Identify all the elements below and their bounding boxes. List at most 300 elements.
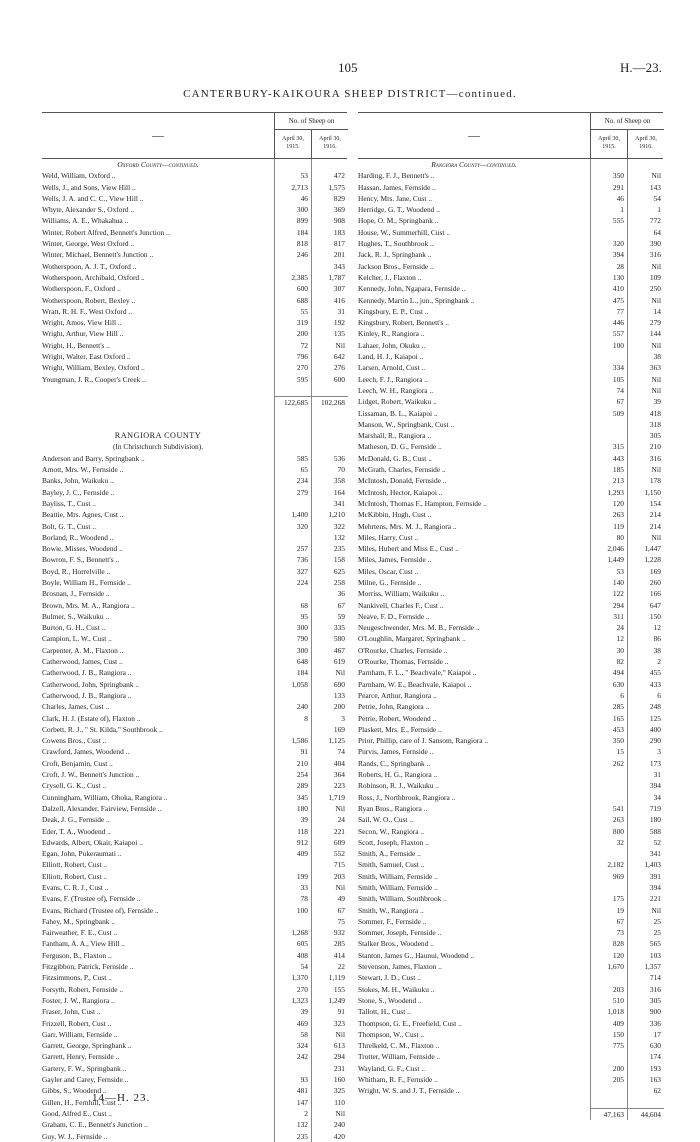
- row-1916: 24: [311, 814, 348, 825]
- row-1915: 289: [274, 780, 311, 791]
- row-1915: [274, 498, 311, 509]
- table-row: [42, 521, 347, 532]
- table-row: [358, 735, 663, 746]
- row-1916: Nil: [311, 882, 348, 893]
- row-1915: 147: [274, 1097, 311, 1108]
- table-row: [358, 261, 663, 272]
- table-row: [42, 746, 347, 757]
- row-1916: 67: [311, 905, 348, 916]
- row-1916: 630: [627, 1040, 664, 1051]
- row-1916: 829: [311, 193, 348, 204]
- row-1915: 1,370: [274, 972, 311, 983]
- row-1915: 254: [274, 769, 311, 780]
- row-name: Lissaman, B. L., Kaiapoi ..: [358, 408, 438, 418]
- row-name: Smith, W., Rangiora ..: [358, 905, 424, 915]
- row-name: Egan, John, Pukeraumati ..: [42, 849, 122, 859]
- row-1916: 1,125: [311, 735, 348, 746]
- row-1915: 263: [590, 814, 627, 825]
- table-row: [42, 633, 347, 644]
- row-1916: 25: [627, 916, 664, 927]
- row-1916: 231: [311, 1063, 348, 1074]
- table-row: [42, 204, 347, 215]
- row-1915: 350: [590, 735, 627, 746]
- row-1915: 557: [590, 328, 627, 339]
- table-row: [42, 328, 347, 339]
- row-name: Petrie, Robert, Woodend ..: [358, 713, 437, 723]
- row-name: Graham, C. E., Bennett's Junction ..: [42, 1120, 148, 1130]
- row-name: Harding, F. J., Bennett's ..: [358, 171, 435, 181]
- row-1915: 585: [274, 453, 311, 464]
- row-name: Miles, Oscar, Cust ..: [358, 566, 419, 576]
- row-1916: 221: [627, 893, 664, 904]
- row-name: Larsen, Arnold, Cust ..: [358, 363, 426, 373]
- row-1915: 200: [274, 328, 311, 339]
- table-row: [42, 317, 347, 328]
- row-1915: 234: [274, 475, 311, 486]
- row-name: [42, 385, 274, 396]
- table-row: [42, 814, 347, 825]
- row-1916: 420: [311, 1131, 348, 1142]
- row-name: Smith, William, Fernside ..: [358, 871, 438, 881]
- row-1915: 185: [590, 464, 627, 475]
- row-name: Winter, Michael, Bennett's Junction ..: [42, 250, 154, 260]
- row-name: Wotherspoon, A. J. T., Oxford ..: [42, 261, 137, 271]
- row-name: Kennedy, Martin L., jun., Springbank ..: [358, 295, 475, 305]
- table-row: [358, 1040, 663, 1051]
- row-1916: 341: [627, 848, 664, 859]
- row-1915: [274, 419, 311, 430]
- row-name: Youngman, J. R., Cooper's Creek ..: [42, 374, 146, 384]
- row-1916: 323: [311, 1018, 348, 1029]
- table-row: [358, 769, 663, 780]
- row-name: [358, 1108, 590, 1120]
- row-1915: 1,323: [274, 995, 311, 1006]
- row-1915: 28: [590, 261, 627, 272]
- row-1916: 1,150: [627, 487, 664, 498]
- row-1915: 790: [274, 633, 311, 644]
- table-row: [42, 249, 347, 260]
- table-row: [42, 713, 347, 724]
- row-name: Bulmer, S., Waikuku ..: [42, 611, 110, 621]
- table-row: [42, 374, 347, 385]
- table-row: [358, 1006, 663, 1017]
- row-1915: [274, 588, 311, 599]
- row-name: Miles, Harry, Cust ..: [358, 532, 419, 542]
- row-1916: 400: [627, 724, 664, 735]
- row-1915: 54: [274, 961, 311, 972]
- row-1916: 155: [311, 984, 348, 995]
- table-row: [42, 193, 347, 204]
- table-row: [358, 238, 663, 249]
- row-1915: 240: [274, 701, 311, 712]
- row-name: Kingsbury, Robert, Bennett's ..: [358, 318, 449, 328]
- row-name: Wright, H., Bennett's ..: [42, 340, 110, 350]
- table-row: [358, 633, 663, 644]
- row-1915: 736: [274, 554, 311, 565]
- row-1915: 320: [274, 521, 311, 532]
- table-row: [358, 1097, 663, 1108]
- row-name: Cunningham, William, Ohoka, Rangiora ..: [42, 792, 168, 802]
- row-1916: 91: [311, 1006, 348, 1017]
- table-row: [42, 859, 347, 870]
- row-1916: 455: [627, 667, 664, 678]
- page-title: CANTERBURY-KAIKOURA SHEEP DISTRICT—continued.: [183, 88, 517, 100]
- table-row: [358, 667, 663, 678]
- row-1916: 6: [627, 690, 664, 701]
- row-name: Burton, G. H., Cust ..: [42, 623, 106, 633]
- row-1916: 240: [311, 1119, 348, 1130]
- row-name: Frizzell, Robert, Cust ..: [42, 1018, 112, 1028]
- row-1915: 1,018: [590, 1006, 627, 1017]
- row-1916: 390: [627, 238, 664, 249]
- row-1915: 475: [590, 295, 627, 306]
- row-name: Roberts, H. G., Rangiora ..: [358, 770, 438, 780]
- table-row: [42, 769, 347, 780]
- right-rows: [358, 159, 663, 1119]
- row-1916: 335: [311, 622, 348, 633]
- row-1916: 62: [627, 1085, 664, 1096]
- row-name: Crysell, G. K., Cust ..: [42, 781, 107, 791]
- row-1916: 110: [311, 1097, 348, 1108]
- row-name: Stanton, James G., Haunui, Woodend ..: [358, 950, 475, 960]
- row-name: Jack, R. J., Springbank ..: [358, 250, 432, 260]
- table-row: [358, 882, 663, 893]
- table-row: [358, 396, 663, 407]
- table-row: [358, 871, 663, 882]
- row-name: Kelcher, J., Flaxton ..: [358, 272, 422, 282]
- row-1915: 509: [590, 408, 627, 419]
- row-name: McKibbin, Hugh, Cust ..: [358, 510, 432, 520]
- row-1915: 688: [274, 295, 311, 306]
- table-row: [358, 306, 663, 317]
- table-row: [358, 227, 663, 238]
- row-name: Foster, J. W., Rangiora ..: [42, 995, 115, 1005]
- row-1915: 605: [274, 938, 311, 949]
- row-1916: 163: [627, 1074, 664, 1085]
- row-1916: 588: [627, 826, 664, 837]
- row-1915: 203: [590, 984, 627, 995]
- row-1915: 67: [590, 916, 627, 927]
- row-1916: [311, 441, 348, 452]
- row-1916: 201: [311, 249, 348, 260]
- row-1915: [590, 769, 627, 780]
- row-1916: 414: [311, 950, 348, 961]
- row-1916: 34: [627, 792, 664, 803]
- table-row: [42, 611, 347, 622]
- table-row: [358, 984, 663, 995]
- row-1915: 12: [590, 633, 627, 644]
- row-1916: 164: [311, 487, 348, 498]
- row-name: Garrett, Henry, Fernside ..: [42, 1052, 120, 1062]
- table-row: [358, 509, 663, 520]
- table-row: [358, 182, 663, 193]
- table-row: [42, 871, 347, 882]
- table-row: [42, 340, 347, 351]
- row-1916: 31: [311, 306, 348, 317]
- row-1915: 30: [590, 645, 627, 656]
- row-1915: 119: [590, 521, 627, 532]
- row-1915: 311: [590, 611, 627, 622]
- row-1916: 1,119: [311, 972, 348, 983]
- row-1916: 285: [311, 938, 348, 949]
- row-1916: Nil: [627, 905, 664, 916]
- header-col2: April 30, 1916.: [635, 136, 657, 150]
- header-group: No. of Sheep on: [275, 113, 348, 130]
- row-1916: 2: [627, 656, 664, 667]
- row-1915: 1,586: [274, 735, 311, 746]
- row-name: Forsyth, Robert, Fernside ..: [42, 984, 124, 994]
- row-1915: 1,449: [590, 554, 627, 565]
- row-1916: 235: [311, 543, 348, 554]
- row-1916: 772: [627, 215, 664, 226]
- row-1916: 316: [627, 453, 664, 464]
- row-1915: 324: [274, 1040, 311, 1051]
- row-name: Rangiora County—continued.: [431, 160, 517, 169]
- table-row: [358, 995, 663, 1006]
- table-row: [358, 453, 663, 464]
- row-1916: 166: [627, 588, 664, 599]
- table-row: [358, 159, 663, 170]
- table-row: [42, 972, 347, 983]
- table-row: [358, 249, 663, 260]
- table-row: [42, 283, 347, 294]
- row-1916: 70: [311, 464, 348, 475]
- row-1915: 1,268: [274, 927, 311, 938]
- row-1915: 2,385: [274, 272, 311, 283]
- row-1915: 67: [590, 396, 627, 407]
- table-row: [358, 543, 663, 554]
- row-1915: 800: [590, 826, 627, 837]
- row-1916: 600: [311, 374, 348, 385]
- row-1915: 39: [274, 1006, 311, 1017]
- row-name: Guy, W. J., Fernside ..: [42, 1131, 108, 1141]
- row-1915: 68: [274, 600, 311, 611]
- row-1916: 609: [311, 837, 348, 848]
- row-name: Croft, J. W., Bennett's Junction ..: [42, 770, 140, 780]
- row-name: Milne, G., Fernside ..: [358, 577, 422, 587]
- row-1916: 363: [627, 362, 664, 373]
- row-1916: 12: [627, 622, 664, 633]
- row-name: Trotter, William, Fernside ..: [358, 1052, 441, 1062]
- row-1916: 1,403: [627, 859, 664, 870]
- row-name: Fairweather, F. E., Cust ..: [42, 928, 118, 938]
- row-name: Gillen, H., Fernhill, Cust ..: [42, 1097, 122, 1107]
- row-1916: 307: [311, 283, 348, 294]
- row-name: Sommer, Joseph, Fernside ..: [358, 928, 442, 938]
- row-1915: 2: [274, 1108, 311, 1119]
- row-1915: 262: [590, 758, 627, 769]
- row-name: Fantham, A. A., View Hill ..: [42, 939, 125, 949]
- row-1916: Nil: [311, 667, 348, 678]
- row-1916: 150: [627, 611, 664, 622]
- row-1915: [590, 972, 627, 983]
- row-name: Stewart, J. D., Cust ..: [358, 973, 421, 983]
- row-name: Bayliss, T., Cust ..: [42, 498, 96, 508]
- row-name: Herridge, G. T., Woodend ..: [358, 205, 440, 215]
- table-row: [358, 215, 663, 226]
- row-1916: 1: [627, 204, 664, 215]
- row-1916: 14: [627, 306, 664, 317]
- row-1916: [311, 430, 348, 441]
- table-row: [42, 272, 347, 283]
- table-row: [358, 1074, 663, 1085]
- row-name: Stevenson, James, Flaxton ..: [358, 962, 442, 972]
- row-1916: 404: [311, 758, 348, 769]
- row-1915: [590, 227, 627, 238]
- row-name: Leech, F. J., Rangiora ..: [358, 374, 429, 384]
- row-1915: [274, 724, 311, 735]
- row-1915: 300: [274, 204, 311, 215]
- row-1916: 25: [627, 927, 664, 938]
- row-name: Parnham, F. L., " Beachvale," Kaiapoi ..: [358, 668, 477, 678]
- table-row: [358, 532, 663, 543]
- row-name: Fitzgibbon, Patrick, Fernside ..: [42, 962, 134, 972]
- row-1916: 214: [627, 509, 664, 520]
- table-row: [358, 374, 663, 385]
- row-1916: 221: [311, 826, 348, 837]
- row-1915: 443: [590, 453, 627, 464]
- row-1915: 140: [590, 577, 627, 588]
- row-1916: 260: [627, 577, 664, 588]
- row-name: Boyd, R., Horrelville ..: [42, 566, 111, 576]
- table-row: [358, 600, 663, 611]
- table-row: [358, 826, 663, 837]
- row-1915: 334: [590, 362, 627, 373]
- row-name: Carpenter, A. M., Flaxton ..: [42, 645, 124, 655]
- table-row: [42, 1040, 347, 1051]
- table-row: [42, 701, 347, 712]
- table-header: [358, 112, 663, 159]
- row-1915: 648: [274, 656, 311, 667]
- row-name: Pearce, Arthur, Rangiora ..: [358, 690, 437, 700]
- table-row: [358, 746, 663, 757]
- row-name: [42, 408, 274, 419]
- row-name: Threlkeld, C. M., Flaxton ..: [358, 1041, 440, 1051]
- row-1916: 358: [311, 475, 348, 486]
- row-name: RANGIORA COUNTY: [114, 431, 202, 441]
- row-name: Edwards, Albert, Okair, Kaiapoi ..: [42, 837, 143, 847]
- row-1915: 796: [274, 351, 311, 362]
- table-row: [42, 1085, 347, 1096]
- table-row: [42, 780, 347, 791]
- row-name: Hughes, T., Southbrook ..: [358, 239, 434, 249]
- table-row: [358, 622, 663, 633]
- table-row: [358, 577, 663, 588]
- table-row: [42, 938, 347, 949]
- row-1915: 481: [274, 1085, 311, 1096]
- table-row: [42, 1063, 347, 1074]
- row-1915: 205: [590, 1074, 627, 1085]
- row-1916: 36: [311, 588, 348, 599]
- row-name: Purvis, James, Fernside ..: [358, 747, 434, 757]
- table-row: [358, 475, 663, 486]
- row-1916: 86: [627, 633, 664, 644]
- table-row: [358, 1029, 663, 1040]
- row-name: Sommer, F., Fernside ..: [358, 916, 427, 926]
- row-1915: 2,046: [590, 543, 627, 554]
- row-name: Anderson and Barry, Springbank ..: [42, 453, 145, 463]
- row-1915: 200: [590, 1063, 627, 1074]
- row-name: Lahaer, John, Okuku ..: [358, 340, 426, 350]
- row-1916: Nil: [311, 1108, 348, 1119]
- table-row: [42, 543, 347, 554]
- row-1915: 409: [590, 1018, 627, 1029]
- row-1916: Nil: [311, 1029, 348, 1040]
- table-row: [358, 487, 663, 498]
- row-name: Bolt, G. T., Cust ..: [42, 521, 96, 531]
- table-row: [42, 215, 347, 226]
- row-1915: [590, 780, 627, 791]
- row-1916: 125: [627, 713, 664, 724]
- table-row: [42, 408, 347, 419]
- row-name: Fitzsimmons, P., Cust ..: [42, 973, 112, 983]
- table-row: [42, 882, 347, 893]
- row-1915: [274, 1063, 311, 1074]
- row-name: Robinson, R. J., Waikuku ..: [358, 781, 439, 791]
- row-1916: 552: [311, 848, 348, 859]
- table-row: [42, 927, 347, 938]
- table-row: [358, 193, 663, 204]
- row-name: Whyte, Alexander S., Oxford ..: [42, 205, 135, 215]
- row-name: Winter, George, West Oxford ..: [42, 239, 135, 249]
- row-1915: 2,713: [274, 182, 311, 193]
- table-row: [42, 758, 347, 769]
- row-name: Wotherspoon, Archibald, Oxford ..: [42, 272, 145, 282]
- row-name: Hency, Mrs. Jane, Cust ..: [358, 193, 433, 203]
- row-1916: 193: [627, 1063, 664, 1074]
- row-name: Thompson, W., Cust ..: [358, 1029, 425, 1039]
- row-name: Smith, William, Southbrook ..: [358, 894, 447, 904]
- table-row: [42, 656, 347, 667]
- row-1915: 53: [590, 566, 627, 577]
- table-row: [358, 758, 663, 769]
- row-1915: 1,058: [274, 679, 311, 690]
- header-col1: April 30, 1915.: [598, 136, 620, 150]
- row-1915: 118: [274, 826, 311, 837]
- row-1915: 1,293: [590, 487, 627, 498]
- table-row: [358, 430, 663, 441]
- row-name: Elliott, Robert, Cust ..: [42, 860, 108, 870]
- row-1915: 291: [590, 182, 627, 193]
- row-1915: 32: [590, 837, 627, 848]
- row-1915: 912: [274, 837, 311, 848]
- table-row: [358, 554, 663, 565]
- row-name: Hassan, James, Fernside ..: [358, 182, 436, 192]
- row-1915: 969: [590, 871, 627, 882]
- row-name: Wotherspoon, Robert, Bexley ..: [42, 295, 136, 305]
- table-row: [42, 261, 347, 272]
- header-dash: —: [152, 128, 164, 142]
- table-row: [358, 916, 663, 927]
- row-name: Catherwood, James, Cust ..: [42, 657, 123, 667]
- table-row: [358, 837, 663, 848]
- row-1915: [274, 859, 311, 870]
- row-1915: 270: [274, 362, 311, 373]
- footer-code: 14—H. 23.: [92, 1092, 151, 1104]
- row-name: Hope, O. M., Springbank ..: [358, 216, 439, 226]
- table-row: [42, 362, 347, 373]
- row-1915: [274, 261, 311, 272]
- row-1916: 183: [311, 227, 348, 238]
- row-name: Miles, James, Fernside ..: [358, 555, 432, 565]
- row-name: Bowie, Misses, Woodend ..: [42, 544, 123, 554]
- table-row: [42, 735, 347, 746]
- row-1916: Nil: [627, 170, 664, 181]
- table-row: [42, 1018, 347, 1029]
- row-1915: 77: [590, 306, 627, 317]
- row-1916: 325: [311, 1085, 348, 1096]
- row-1915: 78: [274, 893, 311, 904]
